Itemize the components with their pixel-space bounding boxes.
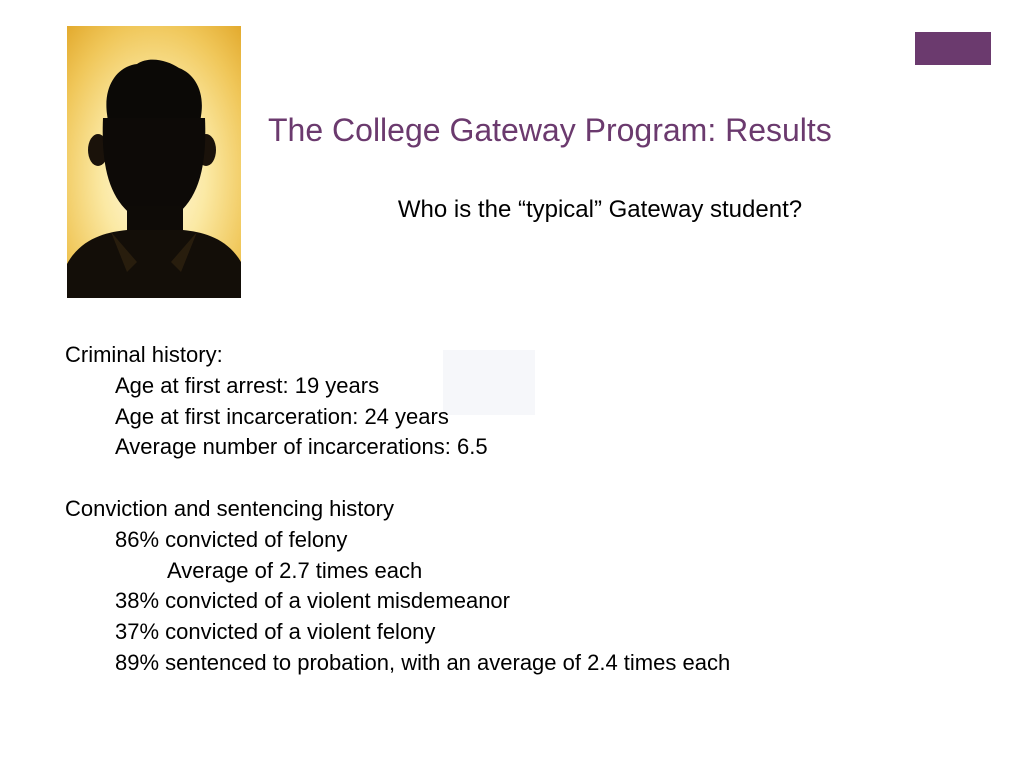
accent-bar [915, 32, 991, 65]
slide-subtitle: Who is the “typical” Gateway student? [397, 196, 803, 223]
conviction-history-heading: Conviction and sentencing history [65, 495, 394, 521]
silhouette-person-icon [67, 26, 241, 298]
list-item: Average number of incarcerations: 6.5 [115, 434, 488, 460]
silhouette-photo [67, 26, 241, 298]
list-item: 37% convicted of a violent felony [115, 619, 436, 645]
slide-title: The College Gateway Program: Results [268, 112, 832, 148]
list-item: 38% convicted of a violent misdemeanor [115, 588, 510, 614]
list-item: Age at first incarceration: 24 years [115, 403, 449, 429]
list-item: Age at first arrest: 19 years [115, 372, 380, 398]
slide-body [65, 340, 995, 679]
list-item: 86% convicted of felony [115, 526, 348, 552]
list-item: Average of 2.7 times each [167, 557, 423, 583]
list-item: 89% sentenced to probation, with an average of 2.4 times each [115, 649, 731, 675]
criminal-history-heading: Criminal history: [65, 342, 223, 367]
spacer [65, 463, 995, 494]
